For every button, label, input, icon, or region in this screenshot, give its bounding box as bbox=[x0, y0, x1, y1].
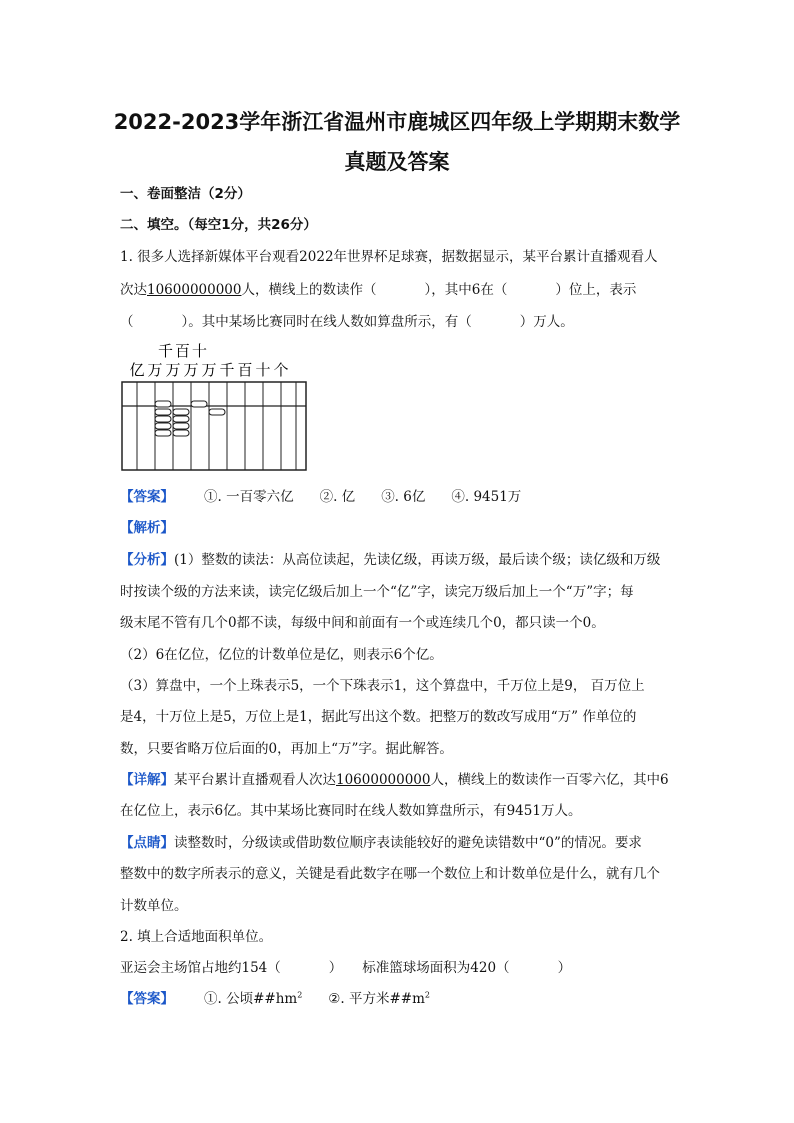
q2-text: ） bbox=[557, 960, 572, 976]
dianjing-line: 整数中的数字所表示的意义，关键是看此数字在哪一个数位上和计数单位是什么，就有几个 bbox=[120, 866, 660, 882]
q1-text: ）。其中某场比赛同时在线人数如算盘所示，有（ bbox=[181, 314, 472, 330]
answer-1 bbox=[120, 487, 680, 507]
abacus-bead bbox=[155, 401, 171, 407]
question-1-line3 bbox=[120, 312, 680, 332]
abacus-bead bbox=[155, 409, 171, 415]
analysis-line: 级末尾不管有几个0都不读，每级中间和前面有一个或连续几个0，都只读一个0。 bbox=[120, 615, 605, 631]
abacus-bead bbox=[155, 430, 171, 436]
document-title-line1: 2022-2023学年浙江省温州市鹿城区四年级上学期期末数学 bbox=[113, 110, 681, 134]
superscript: 2 bbox=[297, 990, 303, 1000]
abacus-bead bbox=[173, 430, 189, 436]
abacus-top-labels: 千百十 bbox=[158, 342, 210, 360]
answer-item: ①. 公顷##hm bbox=[204, 991, 298, 1007]
dianjing-line: 计数单位。 bbox=[120, 898, 188, 914]
answer-item: ④. 9451万 bbox=[451, 489, 522, 505]
abacus-bead bbox=[173, 416, 189, 422]
abacus-label: 百 bbox=[237, 361, 253, 379]
q2-text: ） bbox=[328, 960, 343, 976]
section-1-heading: 一、卷面整洁（2分） bbox=[120, 186, 251, 202]
q1-text: ）万人。 bbox=[519, 314, 574, 330]
detail-underlined-number: 10600000000 bbox=[336, 772, 431, 788]
q1-text: ），其中6在（ bbox=[424, 282, 508, 298]
abacus-bead bbox=[209, 409, 225, 415]
abacus-bottom-labels bbox=[129, 361, 288, 379]
document-title-line2: 真题及答案 bbox=[344, 150, 450, 174]
dianjing-line bbox=[120, 833, 680, 853]
section-2-heading: 二、填空。（每空1分，共26分） bbox=[120, 217, 317, 233]
abacus-label: 万 bbox=[183, 361, 199, 379]
abacus-figure bbox=[120, 340, 310, 475]
q1-text: 人，横线上的数读作（ bbox=[241, 282, 377, 298]
detail-tag: 【详解】 bbox=[120, 772, 174, 788]
analysis-line: 时按读个级的方法来读，读完亿级后加上一个“亿”字，读完万级后加上一个“万”字；每 bbox=[120, 584, 634, 600]
answer-2 bbox=[120, 989, 680, 1009]
q1-text: ）位上，表示 bbox=[555, 282, 637, 298]
answer-tag: 【答案】 bbox=[120, 489, 174, 505]
analysis-text: (1）整数的读法：从高位读起，先读亿级，再读万级，最后读个级；读亿级和万级 bbox=[174, 552, 661, 568]
answer-tag: 【答案】 bbox=[120, 991, 174, 1007]
question-2-title: 2. 填上合适地面积单位。 bbox=[120, 929, 273, 945]
abacus-bead bbox=[173, 423, 189, 429]
q1-underlined-number: 10600000000 bbox=[147, 282, 242, 298]
jiexi-tag: 【解析】 bbox=[120, 520, 174, 536]
abacus-bead bbox=[191, 401, 207, 407]
abacus-label: 千 bbox=[219, 361, 235, 379]
abacus-bead bbox=[173, 409, 189, 415]
q1-text: 次达 bbox=[120, 282, 147, 298]
detail-text: 某平台累计直播观看人次达 bbox=[174, 772, 336, 788]
detail-line: 在亿位上，表示6亿。其中某场比赛同时在线人数如算盘所示，有9451万人。 bbox=[120, 803, 582, 819]
q2-text: 亚运会主场馆占地约154（ bbox=[120, 960, 281, 976]
answer-item: ①. 一百零六亿 bbox=[204, 489, 294, 505]
q2-text: 标准篮球场面积为420（ bbox=[362, 960, 510, 976]
analysis-line bbox=[120, 550, 680, 570]
detail-line bbox=[120, 770, 680, 790]
answer-item: ③. 6亿 bbox=[381, 489, 426, 505]
question-2-line bbox=[120, 958, 680, 978]
abacus-label: 万 bbox=[147, 361, 163, 379]
analysis-line: （3）算盘中，一个上珠表示5，一个下珠表示1，这个算盘中，千万位上是9， 百万位上 bbox=[120, 678, 645, 694]
analysis-line: 数，只要省略万位后面的0，再加上“万”字。据此解答。 bbox=[120, 741, 453, 757]
q1-text: （ bbox=[120, 314, 134, 330]
dianjing-tag: 【点睛】 bbox=[120, 835, 174, 851]
abacus-frame bbox=[122, 382, 306, 470]
dianjing-text: 读整数时，分级读或借助数位顺序表读能较好的避免读错数中“0”的情况。要求 bbox=[174, 835, 642, 851]
abacus-label: 万 bbox=[201, 361, 217, 379]
abacus-label: 万 bbox=[165, 361, 181, 379]
question-1-line2 bbox=[120, 280, 680, 300]
abacus-label: 亿 bbox=[129, 361, 145, 379]
abacus-label: 十 bbox=[255, 361, 271, 379]
answer-item: ②. 平方米##m bbox=[328, 991, 425, 1007]
detail-text: 人，横线上的数读作一百零六亿，其中6 bbox=[430, 772, 669, 788]
abacus-bead bbox=[155, 416, 171, 422]
superscript: 2 bbox=[424, 990, 430, 1000]
abacus-bead bbox=[155, 423, 171, 429]
analysis-line: （2）6在亿位，亿位的计数单位是亿，则表示6个亿。 bbox=[120, 647, 443, 663]
answer-item: ②. 亿 bbox=[319, 489, 356, 505]
abacus-label: 个 bbox=[273, 361, 289, 379]
analysis-line: 是4，十万位上是5，万位上是1，据此写出这个数。把整万的数改写成用“万” 作单位的 bbox=[120, 709, 637, 725]
question-1-line1: 1. 很多人选择新媒体平台观看2022年世界杯足球赛，据数据显示，某平台累计直播观看人 bbox=[120, 249, 658, 265]
analysis-tag: 【分析】 bbox=[120, 552, 174, 568]
